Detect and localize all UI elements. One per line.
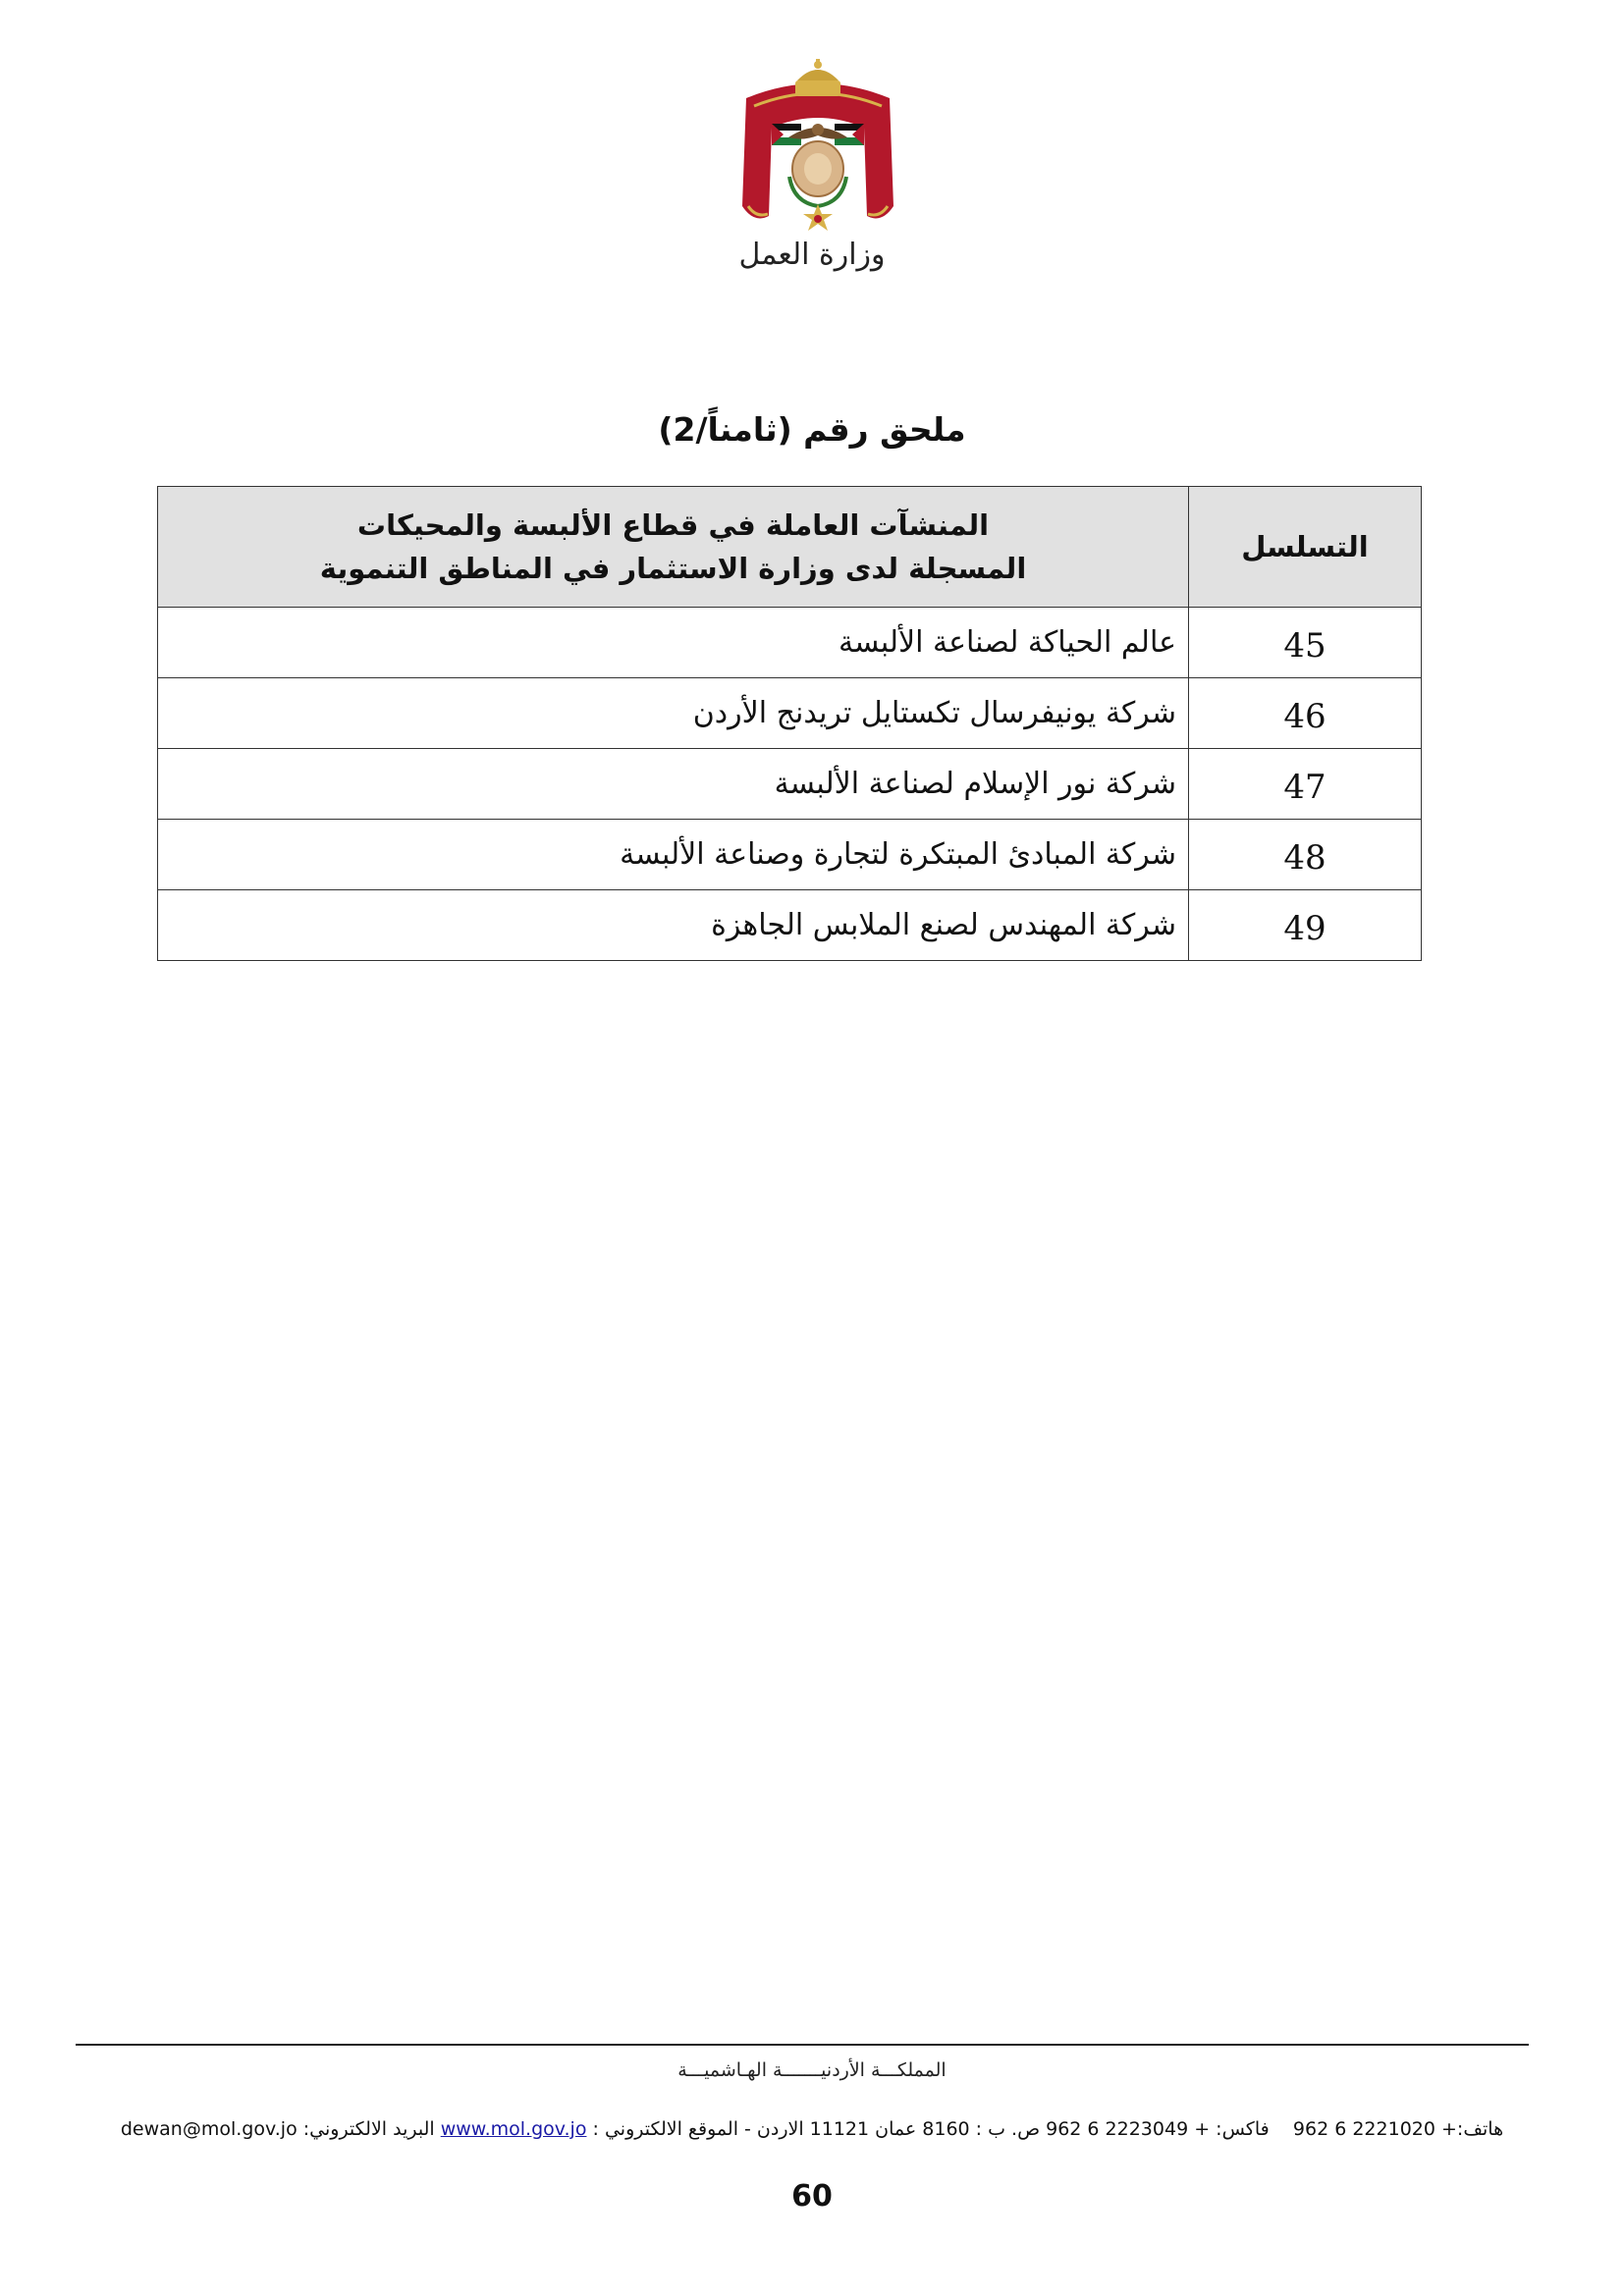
table-row (158, 890, 1422, 961)
table-row (158, 820, 1422, 890)
phone-label: هاتف:+ (1441, 2118, 1504, 2140)
annex-title: ملحق رقم (ثامناً/2) (658, 410, 966, 449)
email-label: البريد الالكتروني: (302, 2118, 435, 2140)
row-establishment-name: شركة يونيفرسال تكستايل تريدنج الأردن (158, 678, 1189, 749)
website-label: - الموقع الالكتروني : (592, 2118, 751, 2140)
fax-number: 962 6 2223049 (1046, 2118, 1189, 2140)
page-number: 60 (791, 2179, 833, 2214)
email-address[interactable]: dewan@mol.gov.jo (120, 2118, 298, 2140)
coat-of-arms-emblem (734, 59, 901, 236)
phone-number: 962 6 2221020 (1292, 2118, 1435, 2140)
footer-contact-line (59, 2118, 1565, 2140)
row-establishment-name: شركة المهندس لصنع الملابس الجاهزة (158, 890, 1189, 961)
website-link[interactable]: www.mol.gov.jo (440, 2118, 587, 2140)
row-sequence: 47 (1189, 749, 1422, 820)
footer-divider (76, 2044, 1529, 2046)
table-row (158, 678, 1422, 749)
footer-kingdom-name: المملكـــة الأردنيـــــــة الهـاشميـــة (677, 2059, 947, 2081)
establishments-table (157, 486, 1422, 961)
fax-label: فاكس: + (1194, 2118, 1270, 2140)
column-header-line-2: المسجلة لدى وزارة الاستثمار في المناطق التنموية (319, 552, 1027, 585)
row-sequence: 45 (1189, 608, 1422, 678)
row-sequence: 46 (1189, 678, 1422, 749)
table-row (158, 608, 1422, 678)
table-row (158, 749, 1422, 820)
column-header-sequence: التسلسل (1189, 487, 1422, 608)
row-establishment-name: شركة نور الإسلام لصناعة الألبسة (158, 749, 1189, 820)
po-box: ص. ب : 8160 عمان 11121 الاردن (756, 2118, 1041, 2140)
column-header-line-1: المنشآت العاملة في قطاع الألبسة والمحيكات (356, 508, 990, 542)
row-establishment-name: عالم الحياكة لصناعة الألبسة (158, 608, 1189, 678)
row-sequence: 49 (1189, 890, 1422, 961)
row-sequence: 48 (1189, 820, 1422, 890)
table-header-row (158, 487, 1422, 608)
row-establishment-name: شركة المبادئ المبتكرة لتجارة وصناعة الألبسة (158, 820, 1189, 890)
annex-table-wrapper (157, 486, 1421, 961)
column-header-establishment (158, 487, 1189, 608)
ministry-name: وزارة العمل (738, 238, 886, 272)
